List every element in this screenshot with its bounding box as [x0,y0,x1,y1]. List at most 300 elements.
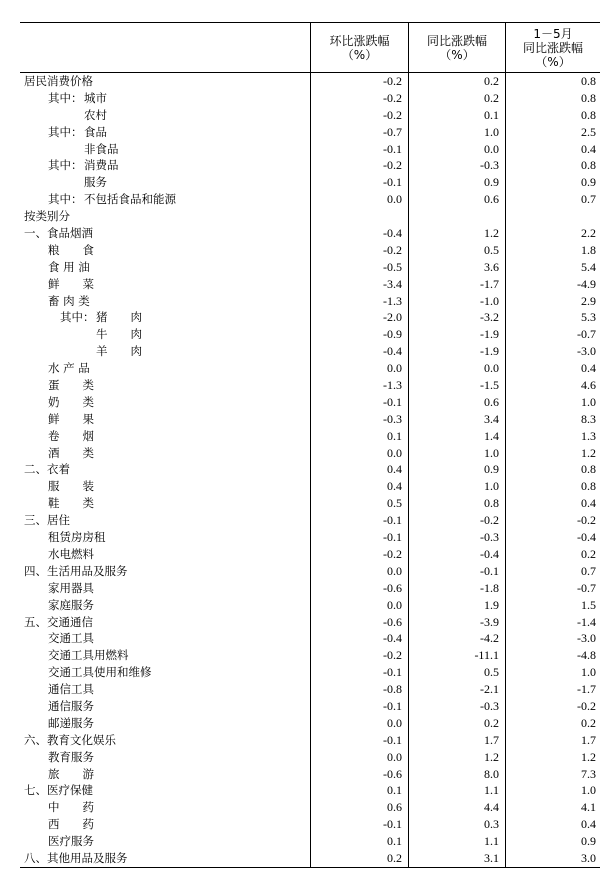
ytd-value: 8.3 [505,411,600,428]
mom-value: 0.1 [310,833,408,850]
row-label-cell [20,816,310,833]
yoy-value: 1.7 [408,732,505,749]
yoy-value: 1.2 [408,225,505,242]
row-prefix: 其中： [48,124,83,139]
yoy-value: 0.0 [408,360,505,377]
row-label: 卷 烟 [48,428,94,443]
row-prefix: 其中： [48,192,83,207]
row-label-cell [20,614,310,631]
row-label: 五、交通通信 [24,614,93,629]
mom-value: -0.2 [310,73,408,90]
row-label-cell [20,749,310,766]
table-row [20,664,600,681]
row-label-cell [20,512,310,529]
yoy-value: 1.1 [408,782,505,799]
row-label-cell [20,766,310,783]
mom-value: 0.0 [310,191,408,208]
row-label: 通信服务 [48,698,94,713]
yoy-value: 0.5 [408,664,505,681]
yoy-value: -2.1 [408,681,505,698]
table-row [20,124,600,141]
row-label-cell [20,833,310,850]
row-label-cell [20,73,310,90]
table-row [20,90,600,107]
table-row [20,580,600,597]
table-row [20,614,600,631]
ytd-value: 1.0 [505,664,600,681]
ytd-value: 1.2 [505,749,600,766]
mom-value: -0.1 [310,512,408,529]
table-row [20,411,600,428]
row-label: 交通工具 [48,631,94,646]
table-row [20,191,600,208]
mom-value: -0.4 [310,630,408,647]
table-row [20,597,600,614]
ytd-value: 0.7 [505,191,600,208]
row-label-cell [20,630,310,647]
ytd-value: 3.0 [505,850,600,867]
ytd-value: -0.7 [505,580,600,597]
table-row [20,394,600,411]
table-row [20,208,600,225]
yoy-value: 0.3 [408,816,505,833]
ytd-value: -4.9 [505,276,600,293]
table-row [20,766,600,783]
yoy-value: 0.2 [408,90,505,107]
row-label: 牛 肉 [96,327,142,342]
ytd-value: -3.0 [505,630,600,647]
ytd-value: 2.5 [505,124,600,141]
mom-value: -3.4 [310,276,408,293]
row-prefix: 其中： [48,158,83,173]
mom-value: 0.1 [310,782,408,799]
ytd-value: 0.4 [505,495,600,512]
ytd-value: 1.0 [505,782,600,799]
header-mom-title: 环比涨跌幅 [329,33,390,48]
yoy-value: 0.2 [408,715,505,732]
row-label: 教育服务 [48,749,94,764]
yoy-value: -3.2 [408,309,505,326]
mom-value: -0.7 [310,124,408,141]
row-label: 食品 [84,124,107,139]
row-label-cell [20,157,310,174]
mom-value: 0.4 [310,461,408,478]
row-label: 一、食品烟酒 [24,226,93,241]
table-row [20,276,600,293]
row-label: 家用器具 [48,580,94,595]
yoy-value: -1.0 [408,293,505,310]
ytd-value: 1.0 [505,394,600,411]
mom-value: -0.1 [310,174,408,191]
table-row [20,749,600,766]
table-row [20,698,600,715]
mom-value: -0.1 [310,141,408,158]
yoy-value: 1.0 [408,478,505,495]
ytd-value: 0.9 [505,174,600,191]
mom-value: -0.2 [310,90,408,107]
mom-value: -0.1 [310,816,408,833]
yoy-value: 3.6 [408,259,505,276]
yoy-value: 0.2 [408,73,505,90]
ytd-value: 0.2 [505,546,600,563]
ytd-value: 4.1 [505,799,600,816]
row-label-cell [20,343,310,360]
yoy-value: 0.1 [408,107,505,124]
ytd-value: 0.8 [505,107,600,124]
row-label: 鞋 类 [48,496,94,511]
row-label: 通信工具 [48,682,94,697]
header-ytd-title: 同比涨跌幅 [522,40,583,55]
ytd-value: 1.3 [505,428,600,445]
row-label-cell [20,326,310,343]
row-label-cell [20,782,310,799]
table-row [20,343,600,360]
mom-value: 0.5 [310,495,408,512]
row-label-cell [20,208,310,225]
mom-value: -1.3 [310,293,408,310]
ytd-value: 0.8 [505,157,600,174]
row-label: 租赁房房租 [48,530,106,545]
table-row [20,428,600,445]
ytd-value: -1.7 [505,681,600,698]
table-row [20,546,600,563]
ytd-value: -0.4 [505,529,600,546]
table-row [20,732,600,749]
table-row [20,157,600,174]
row-label: 水电燃料 [48,546,94,561]
mom-value: -0.1 [310,664,408,681]
row-label-cell [20,681,310,698]
ytd-value: 0.2 [505,715,600,732]
mom-value: 0.0 [310,563,408,580]
yoy-value: 0.9 [408,461,505,478]
row-label-cell [20,850,310,867]
row-label: 城市 [84,90,107,105]
yoy-value: 0.0 [408,141,505,158]
mom-value: -0.6 [310,614,408,631]
mom-value: -0.2 [310,107,408,124]
row-label-cell [20,580,310,597]
mom-value: -0.5 [310,259,408,276]
yoy-value: -3.9 [408,614,505,631]
row-label: 农村 [84,107,107,122]
row-prefix: 其中： [48,90,83,105]
row-label: 六、教育文化娱乐 [24,732,116,747]
row-label-cell [20,732,310,749]
row-label: 酒 类 [48,445,94,460]
table-row [20,445,600,462]
table-row [20,563,600,580]
row-label-cell [20,242,310,259]
mom-value [310,208,408,225]
table-row [20,242,600,259]
yoy-value [408,208,505,225]
row-label: 七、医疗保健 [24,783,93,798]
mom-value: -0.2 [310,647,408,664]
yoy-value: 1.9 [408,597,505,614]
row-label-cell [20,461,310,478]
ytd-value: 0.4 [505,816,600,833]
mom-value: -0.9 [310,326,408,343]
row-label-cell [20,107,310,124]
yoy-value: -11.1 [408,647,505,664]
row-label: 居民消费价格 [24,74,93,88]
table-row [20,512,600,529]
mom-value: 0.0 [310,360,408,377]
ytd-value: 1.8 [505,242,600,259]
row-label: 鲜 果 [48,411,94,426]
ytd-value: 0.7 [505,563,600,580]
ytd-value: 1.7 [505,732,600,749]
ytd-value: -0.7 [505,326,600,343]
row-label: 交通工具用燃料 [48,648,129,663]
header-mom [310,23,408,72]
mom-value: -0.1 [310,698,408,715]
yoy-value: 4.4 [408,799,505,816]
yoy-value: -0.3 [408,157,505,174]
row-label-cell [20,225,310,242]
yoy-value: -1.9 [408,343,505,360]
mom-value: 0.0 [310,597,408,614]
mom-value: 0.2 [310,850,408,867]
table-row [20,107,600,124]
mom-value: 0.0 [310,749,408,766]
table-row [20,478,600,495]
table-row [20,495,600,512]
mom-value: -0.4 [310,343,408,360]
mom-value: -0.3 [310,411,408,428]
table-row [20,174,600,191]
ytd-value: 1.2 [505,445,600,462]
row-label: 服 装 [48,479,94,494]
row-label-cell [20,698,310,715]
row-label: 羊 肉 [96,344,142,359]
yoy-value: 1.0 [408,445,505,462]
mom-value: -0.6 [310,580,408,597]
mom-value: -0.2 [310,546,408,563]
row-label-cell [20,664,310,681]
row-label-cell [20,394,310,411]
row-label: 不包括食品和能源 [84,192,176,207]
ytd-value: 7.3 [505,766,600,783]
row-label: 四、生活用品及服务 [24,563,128,578]
yoy-value: -0.4 [408,546,505,563]
table-row [20,816,600,833]
yoy-value: -0.1 [408,563,505,580]
mom-value: 0.6 [310,799,408,816]
row-label-cell [20,715,310,732]
row-label: 按类别分 [24,209,70,224]
ytd-value: -0.2 [505,698,600,715]
header-ytd-unit: （%） [535,54,571,69]
table-row [20,529,600,546]
mom-value: -0.2 [310,242,408,259]
row-label-cell [20,647,310,664]
table-header [20,23,600,73]
row-label-cell [20,90,310,107]
row-label: 邮递服务 [48,715,94,730]
mom-value: -0.1 [310,529,408,546]
row-label-cell [20,597,310,614]
ytd-value: 0.8 [505,73,600,90]
table-row [20,833,600,850]
row-label-cell [20,495,310,512]
row-label-cell [20,445,310,462]
row-label: 消费品 [84,158,119,173]
ytd-value: 0.4 [505,360,600,377]
yoy-value: -0.2 [408,512,505,529]
table-row [20,309,600,326]
yoy-value: 1.2 [408,749,505,766]
header-mom-unit: （%） [341,47,378,62]
mom-value: -0.4 [310,225,408,242]
row-label: 蛋 类 [48,378,94,393]
row-label-cell [20,174,310,191]
yoy-value: -4.2 [408,630,505,647]
row-label: 服务 [84,175,107,190]
yoy-value: 0.6 [408,191,505,208]
table-row [20,782,600,799]
row-label: 八、其他用品及服务 [24,850,128,865]
row-label: 二、衣着 [24,462,70,477]
row-label-cell [20,141,310,158]
row-label: 中 药 [48,800,94,815]
header-ytd [505,23,600,72]
row-label: 水 产 品 [48,361,90,376]
mom-value: -0.1 [310,394,408,411]
header-blank [20,23,310,72]
yoy-value: -0.3 [408,698,505,715]
row-label-cell [20,360,310,377]
ytd-value: -1.4 [505,614,600,631]
row-label: 鲜 菜 [48,276,94,291]
row-label-cell [20,799,310,816]
header-yoy [408,23,505,72]
ytd-value [505,208,600,225]
mom-value: -1.3 [310,377,408,394]
row-label-cell [20,428,310,445]
table-row [20,715,600,732]
yoy-value: -1.5 [408,377,505,394]
table-row [20,799,600,816]
ytd-value: 4.6 [505,377,600,394]
row-label: 家庭服务 [48,597,94,612]
header-yoy-unit: （%） [439,47,475,62]
row-label-cell [20,309,310,326]
row-label: 非食品 [84,141,119,156]
row-label-cell [20,478,310,495]
table-row [20,141,600,158]
mom-value: -2.0 [310,309,408,326]
yoy-value: 3.4 [408,411,505,428]
yoy-value: 0.8 [408,495,505,512]
header-yoy-title: 同比涨跌幅 [426,33,487,48]
row-label-cell [20,546,310,563]
row-label: 畜 肉 类 [48,293,90,308]
ytd-value: 5.4 [505,259,600,276]
yoy-value: 8.0 [408,766,505,783]
table-row [20,681,600,698]
yoy-value: -0.3 [408,529,505,546]
yoy-value: 1.1 [408,833,505,850]
table-row [20,73,600,90]
table-body [20,73,600,867]
row-label-cell [20,276,310,293]
ytd-value: 5.3 [505,309,600,326]
header-ytd-period: 1－5月 [533,26,573,41]
yoy-value: 1.4 [408,428,505,445]
yoy-value: -1.8 [408,580,505,597]
row-label-cell [20,259,310,276]
row-label-cell [20,411,310,428]
mom-value: 0.4 [310,478,408,495]
row-label: 三、居住 [24,513,70,528]
table-row [20,461,600,478]
row-label: 奶 类 [48,394,94,409]
ytd-value: 1.5 [505,597,600,614]
row-label: 猪 肉 [96,310,142,325]
mom-value: 0.0 [310,445,408,462]
table-row [20,647,600,664]
ytd-value: 0.4 [505,141,600,158]
mom-value: -0.1 [310,732,408,749]
row-label: 西 药 [48,817,94,832]
row-label-cell [20,124,310,141]
table-row [20,377,600,394]
yoy-value: 0.5 [408,242,505,259]
row-label-cell [20,191,310,208]
table-row [20,850,600,867]
table-row [20,225,600,242]
row-label-cell [20,529,310,546]
yoy-value: 1.0 [408,124,505,141]
ytd-value: -4.8 [505,647,600,664]
ytd-value: -3.0 [505,343,600,360]
table-row [20,326,600,343]
table-row [20,630,600,647]
row-label-cell [20,377,310,394]
table-row [20,259,600,276]
row-label-cell [20,293,310,310]
row-label: 医疗服务 [48,834,94,849]
yoy-value: 0.9 [408,174,505,191]
ytd-value: 0.8 [505,478,600,495]
yoy-value: -1.9 [408,326,505,343]
row-label: 粮 食 [48,242,94,257]
yoy-value: 3.1 [408,850,505,867]
ytd-value: 0.8 [505,461,600,478]
yoy-value: 0.6 [408,394,505,411]
ytd-value: 0.9 [505,833,600,850]
mom-value: -0.8 [310,681,408,698]
yoy-value: -1.7 [408,276,505,293]
mom-value: -0.2 [310,157,408,174]
row-prefix: 其中： [60,310,95,325]
mom-value: 0.1 [310,428,408,445]
ytd-value: -0.2 [505,512,600,529]
row-label: 交通工具使用和维修 [48,665,152,680]
cpi-table [20,22,600,868]
row-label: 食 用 油 [48,259,90,274]
ytd-value: 0.8 [505,90,600,107]
ytd-value: 2.2 [505,225,600,242]
table-row [20,293,600,310]
row-label-cell [20,563,310,580]
ytd-value: 2.9 [505,293,600,310]
row-label: 旅 游 [48,766,94,781]
mom-value: 0.0 [310,715,408,732]
table-row [20,360,600,377]
